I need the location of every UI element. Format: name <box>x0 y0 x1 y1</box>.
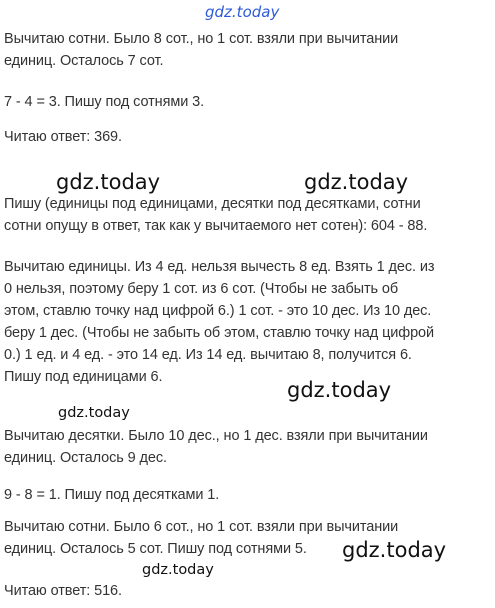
watermark-text: gdz.today <box>56 170 161 194</box>
text-line: единиц. Осталось 9 дес. <box>4 450 167 466</box>
text-line: единиц. Осталось 5 сот. Пишу под сотнями 5. <box>4 541 307 557</box>
watermark-text: gdz.today <box>287 378 392 402</box>
paragraph-units <box>4 256 490 388</box>
text-line: Читаю ответ: 369. <box>4 129 122 145</box>
text-line: 0.) 1 ед. и 4 ед. - это 14 ед. Из 14 ед. вычитаю 8, получится 6. <box>4 347 412 363</box>
text-line: беру 1 дес. (Чтобы не забыть об этом, ставлю точку над цифрой <box>4 325 435 341</box>
text-line: Пишу (единицы под единицами, десятки под десятками, сотни <box>4 196 421 212</box>
text-line: 9 - 8 = 1. Пишу под десятками 1. <box>4 487 220 503</box>
text-line: Вычитаю единицы. Из 4 ед. нельзя вычесть 8 ед. Взять 1 дес. из <box>4 259 435 275</box>
text-line: Вычитаю сотни. Было 8 сот., но 1 сот. взяли при вычитании <box>4 31 399 47</box>
watermark-logo: gdz.today <box>205 3 280 21</box>
text-line: 0 нельзя, поэтому беру 1 сот. из 6 сот. (Чтобы не забыть об <box>4 281 399 297</box>
text-line: Вычитаю десятки. Было 10 дес., но 1 дес. взяли при вычитании <box>4 428 428 444</box>
watermark-text: gdz.today <box>142 562 214 578</box>
watermark-text: gdz.today <box>342 538 447 562</box>
paragraph-hundreds-result <box>4 91 490 113</box>
text-line: Пишу под единицами 6. <box>4 369 163 385</box>
paragraph-answer-second <box>4 580 490 602</box>
paragraph-write-problem <box>4 193 490 237</box>
text-line: единиц. Осталось 7 сот. <box>4 53 164 69</box>
text-line: этом, ставлю точку над цифрой 6.) 1 сот. - это 10 дес. Из 10 дес. <box>4 303 432 319</box>
paragraph-tens-result <box>4 484 490 506</box>
text-line: Читаю ответ: 516. <box>4 583 122 599</box>
text-line: Вычитаю сотни. Было 6 сот., но 1 сот. взяли при вычитании <box>4 519 399 535</box>
text-line: 7 - 4 = 3. Пишу под сотнями 3. <box>4 94 205 110</box>
watermark-text: gdz.today <box>58 405 130 421</box>
paragraph-hundreds-first <box>4 28 490 72</box>
text-line: сотни опущу в ответ, так как у вычитаемого нет сотен): 604 - 88. <box>4 218 428 234</box>
paragraph-tens <box>4 425 490 469</box>
paragraph-answer-first <box>4 126 490 148</box>
watermark-text: gdz.today <box>304 170 409 194</box>
